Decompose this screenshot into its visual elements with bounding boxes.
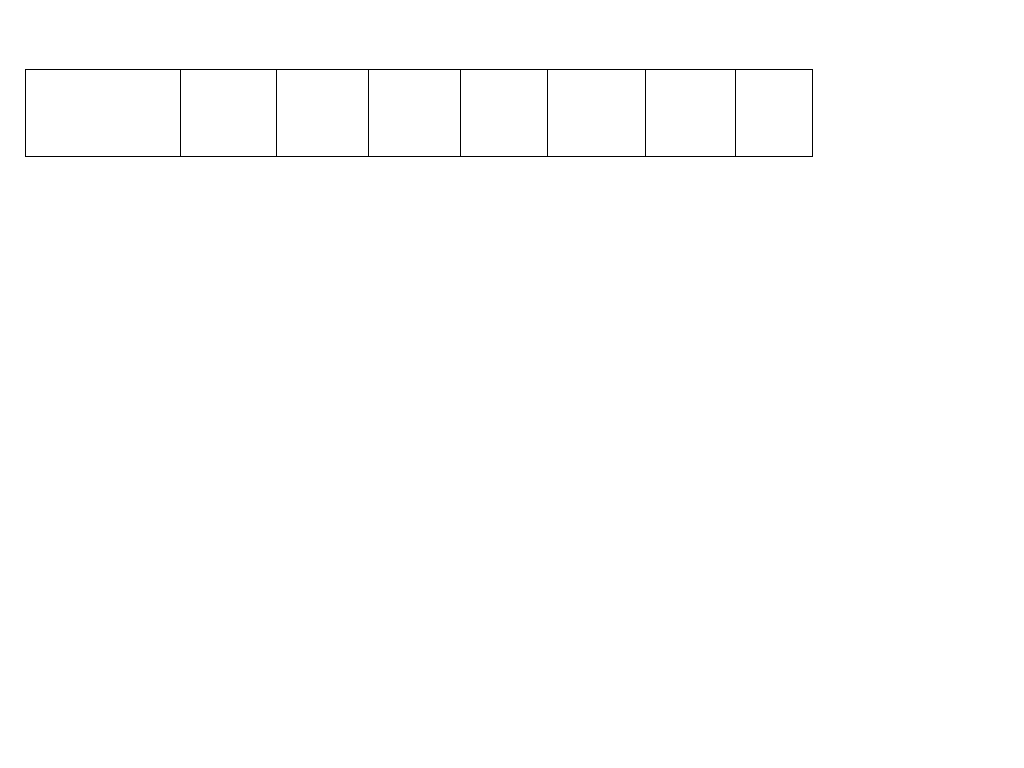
header-exec	[548, 70, 646, 157]
header-norm	[181, 70, 277, 157]
header-excess	[461, 70, 548, 157]
header-utv	[277, 70, 369, 157]
header-row	[26, 70, 813, 157]
header-pct	[736, 70, 813, 157]
header-name	[26, 70, 181, 157]
header-utoch	[369, 70, 461, 157]
header-dev	[646, 70, 736, 157]
expenses-table	[25, 69, 813, 157]
